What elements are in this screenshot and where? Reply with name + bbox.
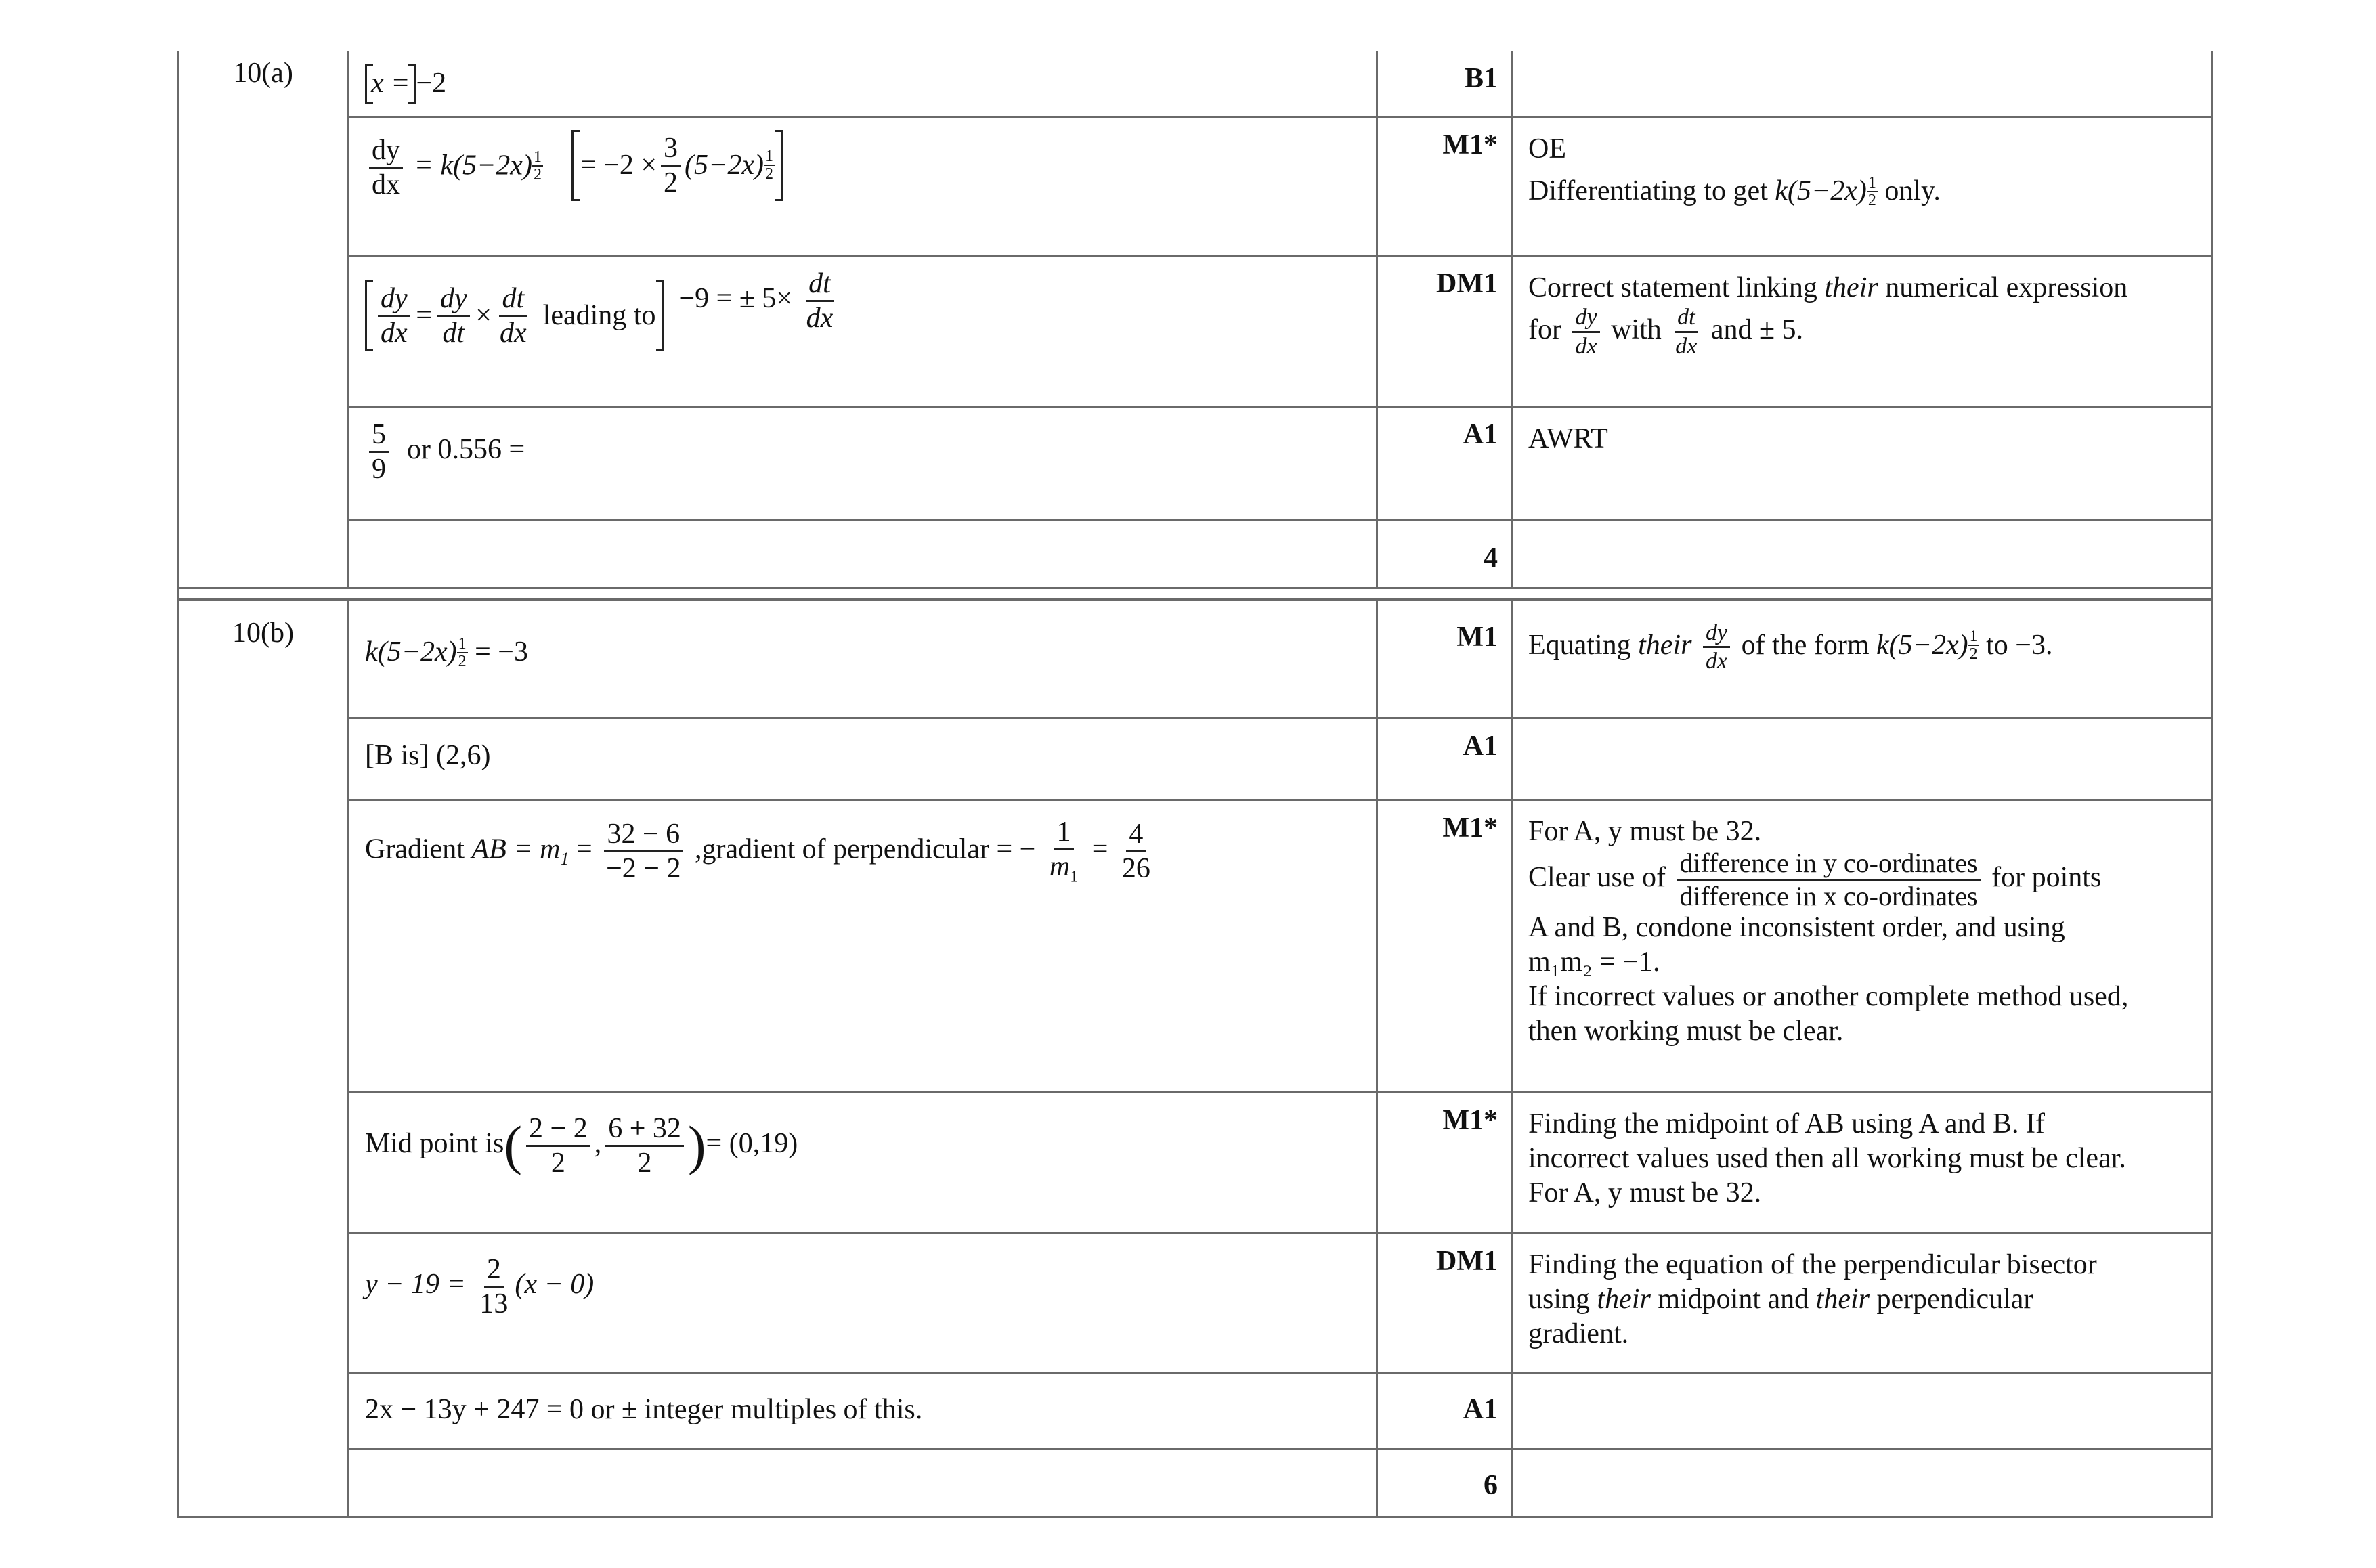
table-row: [179, 800, 2212, 1092]
question-number: 10(a): [179, 51, 348, 588]
answer-cell: k(5−2x) $^{\frac{1}{2}}$ = −3: [348, 599, 1377, 718]
mark-cell: M1*: [1377, 1092, 1513, 1233]
guidance-cell: AWRT: [1513, 406, 2212, 520]
mark-cell: DM1: [1377, 1233, 1513, 1373]
section-divider: [179, 588, 2212, 599]
table-row: [179, 116, 2212, 255]
table-row: [179, 406, 2212, 520]
answer-cell: [348, 1449, 1377, 1517]
table-row: [179, 718, 2212, 800]
mark-cell: A1: [1377, 406, 1513, 520]
guidance-cell: [1513, 1373, 2212, 1449]
table-row: [179, 51, 2212, 116]
guidance-cell: For A, y must be 32. Clear use of difference in y co-ordinates difference in x co-ordinates for points A and B, condone inconsistent order, and using m₁m₂ = −1. If incorrect values or another complete method used, then working must be clear.: [1513, 800, 2212, 1092]
total-mark: 4: [1377, 520, 1513, 588]
mark-cell: B1: [1377, 51, 1513, 116]
table-row: [179, 520, 2212, 588]
answer-cell: Mid point is( $\frac{2 - 2}{2}$ , $\frac{6 + 32}{2}$ )= (0,19): [348, 1092, 1377, 1233]
guidance-cell: [1513, 51, 2212, 116]
mark-cell: M1*: [1377, 800, 1513, 1092]
mark-scheme: [177, 51, 2211, 1518]
guidance-cell: Finding the midpoint of AB using A and B. If incorrect values used then all working must be clear. For A, y must be 32.: [1513, 1092, 2212, 1233]
answer-cell: Gradient AB = $m_1$ = $\frac{32 - 6}{-2 - 2}$ ,gradient of perpendicular = − $\frac{1}{m_1}$ = $\frac{4}{26}$: [348, 800, 1377, 1092]
guidance-cell: Correct statement linking their numerical expression for $\frac{dy}{dx}$ with $\frac{dt}{dx}$ and ± 5.: [1513, 255, 2212, 406]
mark-scheme-table: [177, 51, 2213, 1518]
mark-cell: M1*: [1377, 116, 1513, 255]
guidance-cell: [1513, 1449, 2212, 1517]
table-row: [179, 1233, 2212, 1373]
guidance-cell: OE Differentiating to get k(5−2x) $^{\frac{1}{2}}$ only.: [1513, 116, 2212, 255]
answer-cell: $\frac{dy}{dx}$ = k(5−2x) $^{\frac{1}{2}}$ = −2 × $\frac{3}{2}$ (5−2x) 1 2: [348, 116, 1377, 255]
mark-cell: DM1: [1377, 255, 1513, 406]
answer-cell: 2x − 13y + 247 = 0 or ± integer multiples of this.: [348, 1373, 1377, 1449]
guidance-cell: [1513, 718, 2212, 800]
mark-cell: A1: [1377, 718, 1513, 800]
table-row: [179, 599, 2212, 718]
mark-cell: M1: [1377, 599, 1513, 718]
guidance-cell: [1513, 520, 2212, 588]
answer-cell: y − 19 = $\frac{2}{13}$ (x − 0): [348, 1233, 1377, 1373]
guidance-cell: Finding the equation of the perpendicular bisector using their midpoint and their perpendicular gradient.: [1513, 1233, 2212, 1373]
guidance-cell: Equating their $\frac{dy}{dx}$ of the form k(5−2x) $^{\frac{1}{2}}$ to −3.: [1513, 599, 2212, 718]
answer-cell: $\frac{dy}{dx}$ = $\frac{dy}{dt}$ × $\frac{dt}{dx}$ leading to −9 = ± 5× $\frac{dt}{dx}$: [348, 255, 1377, 406]
total-mark: 6: [1377, 1449, 1513, 1517]
answer-cell: $\frac{5}{9}$ or 0.556 =: [348, 406, 1377, 520]
mark-cell: A1: [1377, 1373, 1513, 1449]
answer-cell: [B is] (2,6): [348, 718, 1377, 800]
answer-cell: x = −2: [348, 51, 1377, 116]
table-row: [179, 1449, 2212, 1517]
question-number: 10(b): [179, 599, 348, 1517]
table-row: [179, 1373, 2212, 1449]
table-row: [179, 255, 2212, 406]
answer-cell: [348, 520, 1377, 588]
table-row: [179, 1092, 2212, 1233]
